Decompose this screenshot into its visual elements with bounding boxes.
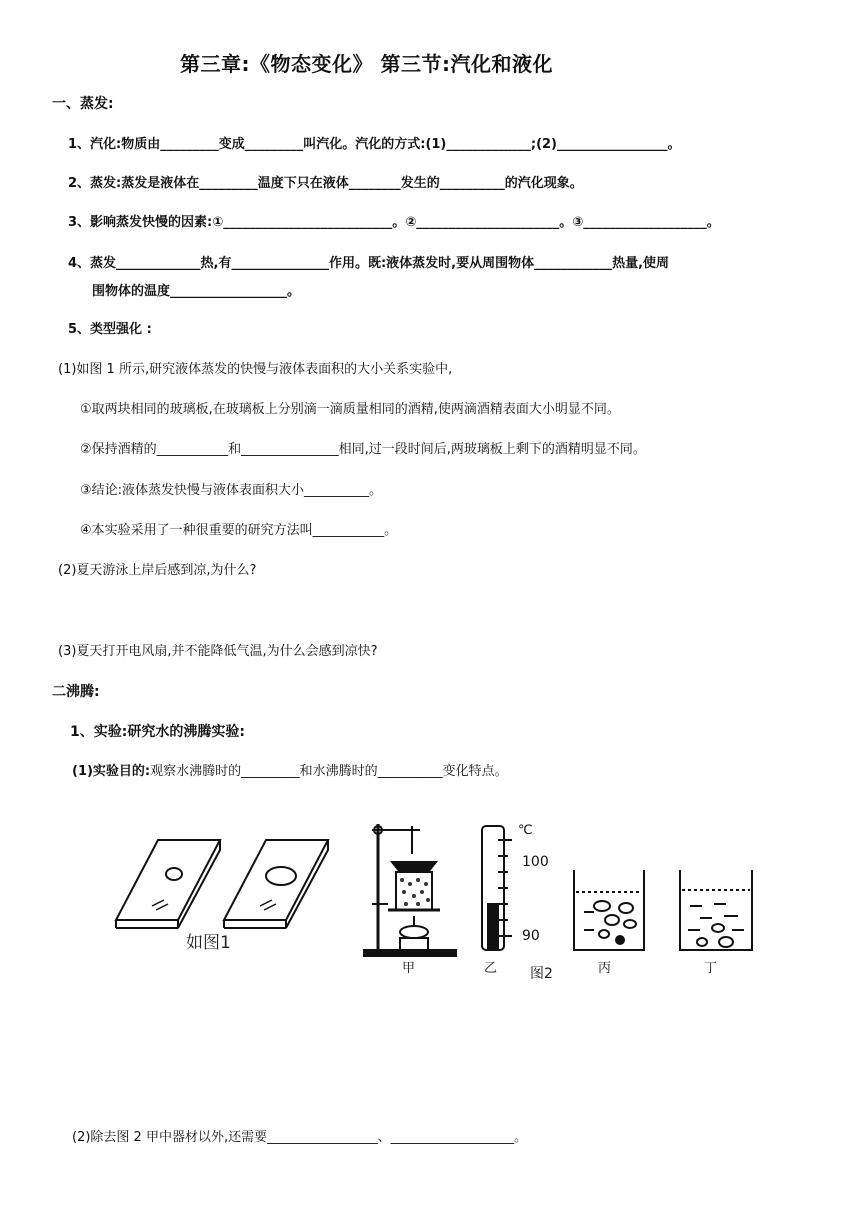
figure-2-beaker-before-boiling: [680, 870, 752, 950]
practice-2: (2)夏天游泳上岸后感到凉,为什么?: [58, 563, 257, 578]
question-evaporation-heat-line1: 4、蒸发_____________热,有_______________作用。既:液体蒸发时,要从周围物体____________热量,使周: [68, 256, 670, 271]
figure-2-beaker-boiling: [574, 870, 644, 950]
figure-2-stand-apparatus: [364, 824, 456, 956]
question-evaporation-heat-line2: 围物体的温度__________________。: [92, 284, 301, 299]
section-boiling-heading: 二沸腾:: [52, 684, 100, 700]
question-evaporation: 2、蒸发:蒸发是液体在_________温度下只在液体________发生的__________的汽化现象。: [68, 176, 583, 191]
practice-1-step-d: ④本实验采用了一种很重要的研究方法叫___________。: [80, 523, 398, 538]
question-vaporization: 1、汽化:物质由_________变成_________叫汽化。汽化的方式:(1)_____________;(2)_________________。: [68, 137, 681, 152]
boiling-question-2: (2)除去图 2 甲中器材以外,还需要_________________、___________________。: [72, 1130, 528, 1145]
practice-3: (3)夏天打开电风扇,并不能降低气温,为什么会感到凉快?: [58, 644, 378, 659]
label-yi: 乙: [484, 961, 498, 976]
small-alcohol-drop: [166, 868, 182, 880]
figure-2-caption: 图2: [530, 966, 553, 982]
experiment-goal-text: 观察水沸腾时的_________和水沸腾时的__________变化特点。: [150, 764, 508, 779]
experiment-goal: [72, 764, 508, 780]
label-bing: 丙: [598, 961, 612, 976]
practice-heading: 5、类型强化 :: [68, 322, 152, 337]
figure-2-thermometer: [482, 826, 512, 950]
figure-1-glass-plates: [116, 840, 328, 928]
practice-1: (1)如图 1 所示,研究液体蒸发的快慢与液体表面积的大小关系实验中,: [58, 362, 453, 377]
thermometer-100: 100: [522, 854, 549, 870]
label-jia: 甲: [402, 961, 416, 976]
thermometer-90: 90: [522, 928, 540, 944]
boiling-experiment-heading: 1、实验:研究水的沸腾实验:: [70, 724, 245, 740]
label-ding: 丁: [704, 961, 718, 976]
practice-1-step-b: ②保持酒精的___________和_______________相同,过一段时间后,两玻璃板上剩下的酒精明显不同。: [80, 442, 646, 457]
page-title: 第三章:《物态变化》 第三节:汽化和液化: [180, 52, 553, 76]
experiment-goal-label: (1)实验目的:: [72, 764, 151, 779]
thermometer-unit: ℃: [518, 823, 533, 838]
question-evaporation-factors: 3、影响蒸发快慢的因素:①__________________________。②______________________。③___________________。: [68, 215, 720, 230]
practice-1-step-c: ③结论:液体蒸发快慢与液体表面积大小__________。: [80, 483, 383, 498]
figure-1-caption: 如图1: [186, 933, 231, 953]
section-evaporation-heading: 一、蒸发:: [52, 96, 114, 112]
practice-1-step-a: ①取两块相同的玻璃板,在玻璃板上分别滴一滴质量相同的酒精,使两滴酒精表面大小明显不同。: [80, 402, 620, 417]
large-alcohol-drop: [266, 867, 296, 885]
figures: [0, 800, 860, 1000]
